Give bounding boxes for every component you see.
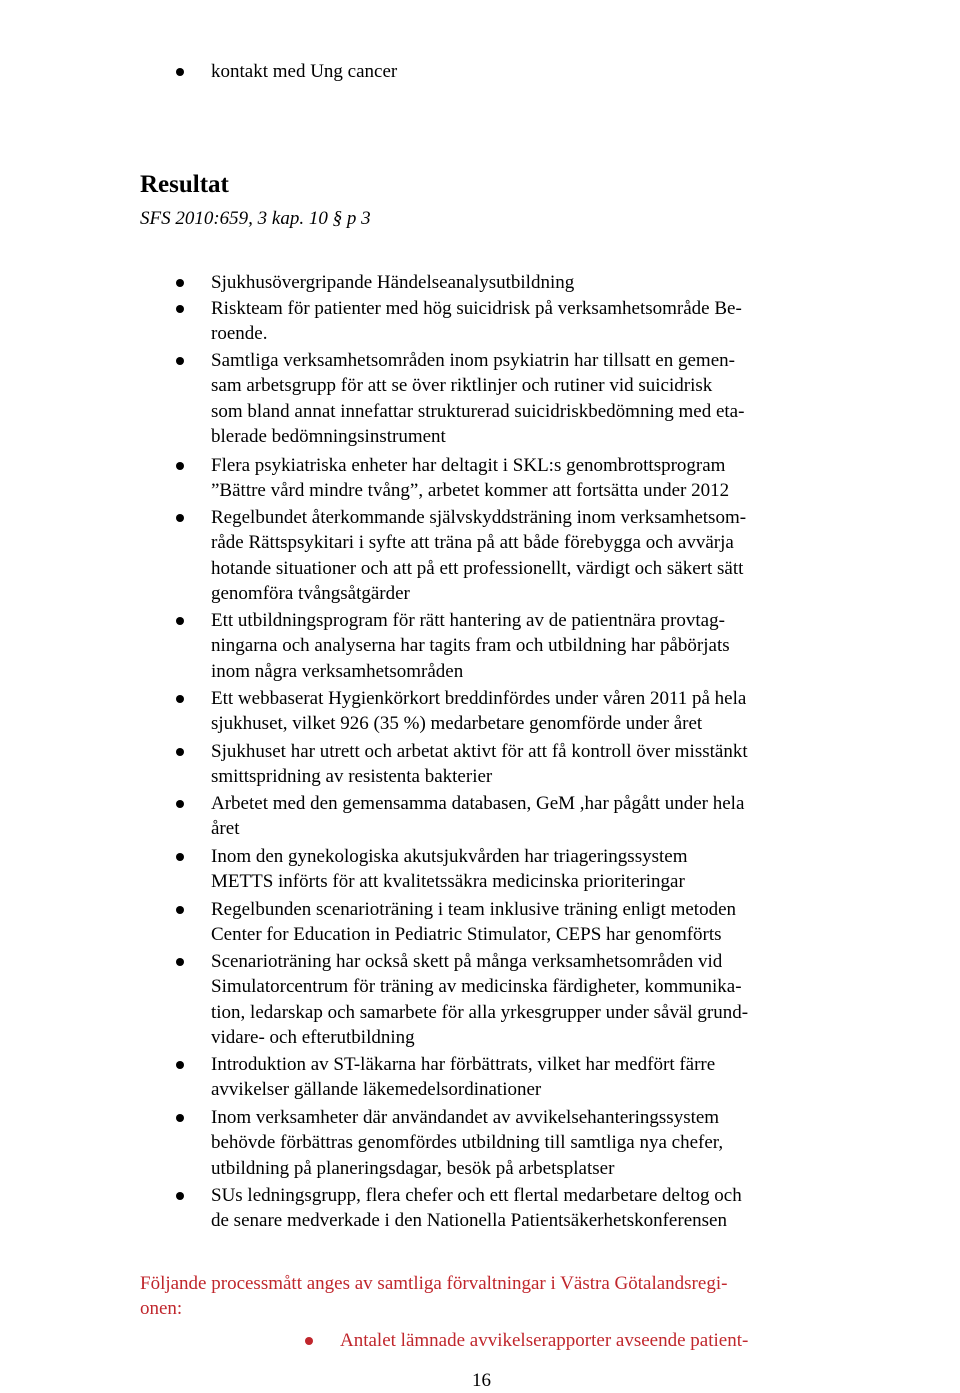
result_list-bullet-icon <box>176 357 184 365</box>
intro_list-item-line: kontakt med Ung cancer <box>211 61 398 82</box>
result_list-bullet-icon <box>176 906 184 914</box>
intro_list-bullet-icon <box>176 68 184 76</box>
process-intro-line: Följande processmått anges av samtliga förvaltningar i Västra Götalandsregi- <box>140 1273 728 1294</box>
result_list-item-line: genomföra tvångsåtgärder <box>211 582 410 604</box>
result_list-bullet-icon <box>176 1192 184 1200</box>
result_list-item-line: Simulatorcentrum för träning av medicinska färdigheter, kommunika- <box>211 976 742 998</box>
page-number: 16 <box>472 1370 491 1391</box>
process_section.list-item-line: Antalet lämnade avvikelserapporter avseende patient- <box>340 1330 749 1351</box>
result_list-item-line: METTS införts för att kvalitetssäkra medicinska prioriteringar <box>211 871 685 893</box>
result_list-item-line: tion, ledarskap och samarbete för alla yrkesgrupper under såväl grund- <box>211 1001 749 1023</box>
result_list-item-line: Scenarioträning har också skett på många verksamhetsområden vid <box>211 951 723 972</box>
result_list-item-line: Riskteam för patienter med hög suicidrisk på verksamhetsområde Be- <box>211 298 742 319</box>
result_list-bullet-icon <box>176 305 184 313</box>
result_list-item-line: Samtliga verksamhetsområden inom psykiatrin har tillsatt en gemen- <box>211 350 735 371</box>
section-reference: SFS 2010:659, 3 kap. 10 § p 3 <box>140 208 371 229</box>
result_list-item-line: Inom verksamheter där användandet av avvikelsehanteringssystem <box>211 1107 720 1128</box>
result_list-item-line: Ett utbildningsprogram för rätt hantering av de patientnära provtag- <box>211 610 725 631</box>
result_list-item-line: som bland annat innefattar strukturerad suicidriskbedömning med eta- <box>211 400 745 422</box>
result_list-bullet-icon <box>176 1114 184 1122</box>
result_list-item-line: smittspridning av resistenta bakterier <box>211 766 493 788</box>
result_list-item-line: SUs ledningsgrupp, flera chefer och ett flertal medarbetare deltog och <box>211 1185 742 1206</box>
result_list-item-line: Regelbundet återkommande självskyddsträning inom verksamhetsom- <box>211 507 747 528</box>
result_list-item-line: Arbetet med den gemensamma databasen, GeM ,har pågått under hela <box>211 793 745 814</box>
result_list-item-line: Regelbunden scenarioträning i team inklusive träning enligt metoden <box>211 899 736 920</box>
result_list-item-line: ”Bättre vård mindre tvång”, arbetet kommer att fortsätta under 2012 <box>211 480 730 502</box>
result_list-item-line: hotande situationer och att på ett professionellt, värdigt och säkert sätt <box>211 557 744 579</box>
result_list-item-line: blerade bedömningsinstrument <box>211 425 446 447</box>
section-heading: Resultat <box>140 171 229 198</box>
result_list-item-line: utbildning på planeringsdagar, besök på arbetsplatser <box>211 1157 615 1179</box>
result_list-item-line: vidare- och efterutbildning <box>211 1026 415 1048</box>
result_list-item-line: sjukhuset, vilket 926 (35 %) medarbetare genomförde under året <box>211 713 703 735</box>
result_list-bullet-icon <box>176 514 184 522</box>
result_list-bullet-icon <box>176 748 184 756</box>
result_list-item-line: behövde förbättras genomfördes utbildning till samtliga nya chefer, <box>211 1132 724 1154</box>
result_list-item-line: inom några verksamhetsområden <box>211 660 464 682</box>
result_list-item-line: Inom den gynekologiska akutsjukvården har triageringssystem <box>211 846 688 867</box>
result_list-bullet-icon <box>176 853 184 861</box>
result_list-bullet-icon <box>176 1061 184 1069</box>
result_list-item-line: Sjukhuset har utrett och arbetat aktivt för att få kontroll över misstänkt <box>211 741 748 762</box>
result_list-bullet-icon <box>176 800 184 808</box>
result_list-item-line: roende. <box>211 323 268 345</box>
result_list-item-line: råde Rättspsykitari i syfte att träna på att både förebygga och avvärja <box>211 532 734 554</box>
result_list-item-line: de senare medverkade i den Nationella Patientsäkerhetskonferensen <box>211 1210 727 1232</box>
process_section.list-bullet-icon <box>305 1337 313 1345</box>
result_list-bullet-icon <box>176 958 184 966</box>
result_list-item-line: året <box>211 818 240 840</box>
result_list-bullet-icon <box>176 462 184 470</box>
result_list-item-line: Sjukhusövergripande Händelseanalysutbildning <box>211 272 575 293</box>
result_list-bullet-icon <box>176 617 184 625</box>
result_list-item-line: Introduktion av ST-läkarna har förbättrats, vilket har medfört färre <box>211 1054 716 1075</box>
process-intro-line: onen: <box>140 1298 183 1320</box>
result_list-item-line: Flera psykiatriska enheter har deltagit i SKL:s genombrottsprogram <box>211 455 726 476</box>
result_list-item-line: avvikelser gällande läkemedelsordinationer <box>211 1079 542 1101</box>
result_list-bullet-icon <box>176 695 184 703</box>
result_list-item-line: ningarna och analyserna har tagits fram och utbildning har påbörjats <box>211 635 730 657</box>
result_list-item-line: Ett webbaserat Hygienkörkort breddinfördes under våren 2011 på hela <box>211 688 747 709</box>
result_list-item-line: sam arbetsgrupp för att se över riktlinjer och rutiner vid suicidrisk <box>211 375 713 397</box>
result_list-item-line: Center for Education in Pediatric Stimulator, CEPS har genomförts <box>211 924 722 946</box>
result_list-bullet-icon <box>176 279 184 287</box>
